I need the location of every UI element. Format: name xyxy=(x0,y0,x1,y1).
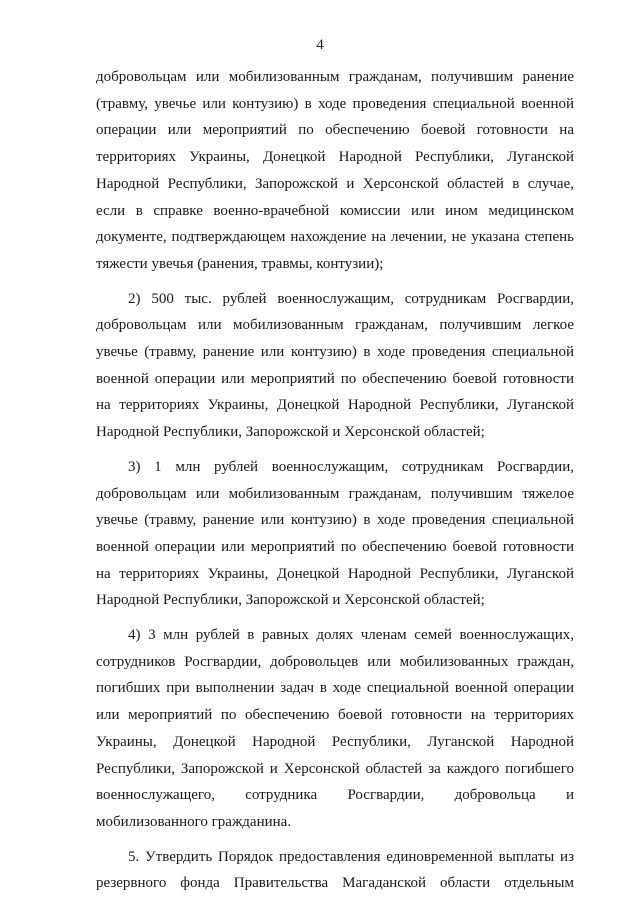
paragraph-item-4: 4) 3 млн рублей в равных долях членам семей военнослужащих, сотрудников Росгвардии, добровольцев или мобилизованных граждан, погибших при выполнении задач в ходе специальной военной операции или мероприятий по обеспечению боевой готовности на территориях Украины, Донецкой Народной Республики, Луганской Народной Республики, Запорожской и Херсонской областей за каждого погибшего военнослужащего, сотрудника Росгвардии, добровольца и мобилизованного гражданина. xyxy=(96,627,574,830)
paragraph-item-5: 5. Утвердить Порядок предоставления единовременной выплаты из резервного фонда Правительства Магаданской области отдельным xyxy=(96,848,574,892)
document-body xyxy=(96,64,574,897)
paragraph-item-2: 2) 500 тыс. рублей военнослужащим, сотрудникам Росгвардии, добровольцам или мобилизованным гражданам, получившим легкое увечье (травму, ранение или контузию) в ходе проведения специальной военной операции или мероприятий по обеспечению боевой готовности на территориях Украины, Донецкой Народной Республики, Луганской Народной Республики, Запорожской и Херсонской областей; xyxy=(96,290,574,441)
paragraph-continuation: добровольцам или мобилизованным гражданам, получившим ранение (травму, увечье или контузию) в ходе проведения специальной военной операции или мероприятий по обеспечению боевой готовности на территориях Украины, Донецкой Народной Республики, Луганской Народной Республики, Запорожской и Херсонской областей в случае, если в справке военно-врачебной комиссии или ином медицинском документе, подтверждающем нахождение на лечении, не указана степень тяжести увечья (ранения, травмы, контузии); xyxy=(96,69,574,272)
paragraph-item-3: 3) 1 млн рублей военнослужащим, сотрудникам Росгвардии, добровольцам или мобилизованным гражданам, получившим тяжелое увечье (травму, ранение или контузию) в ходе проведения специальной военной операции или мероприятий по обеспечению боевой готовности на территориях Украины, Донецкой Народной Республики, Луганской Народной Республики, Запорожской и Херсонской областей; xyxy=(96,458,574,609)
page-number: 4 xyxy=(316,37,324,53)
